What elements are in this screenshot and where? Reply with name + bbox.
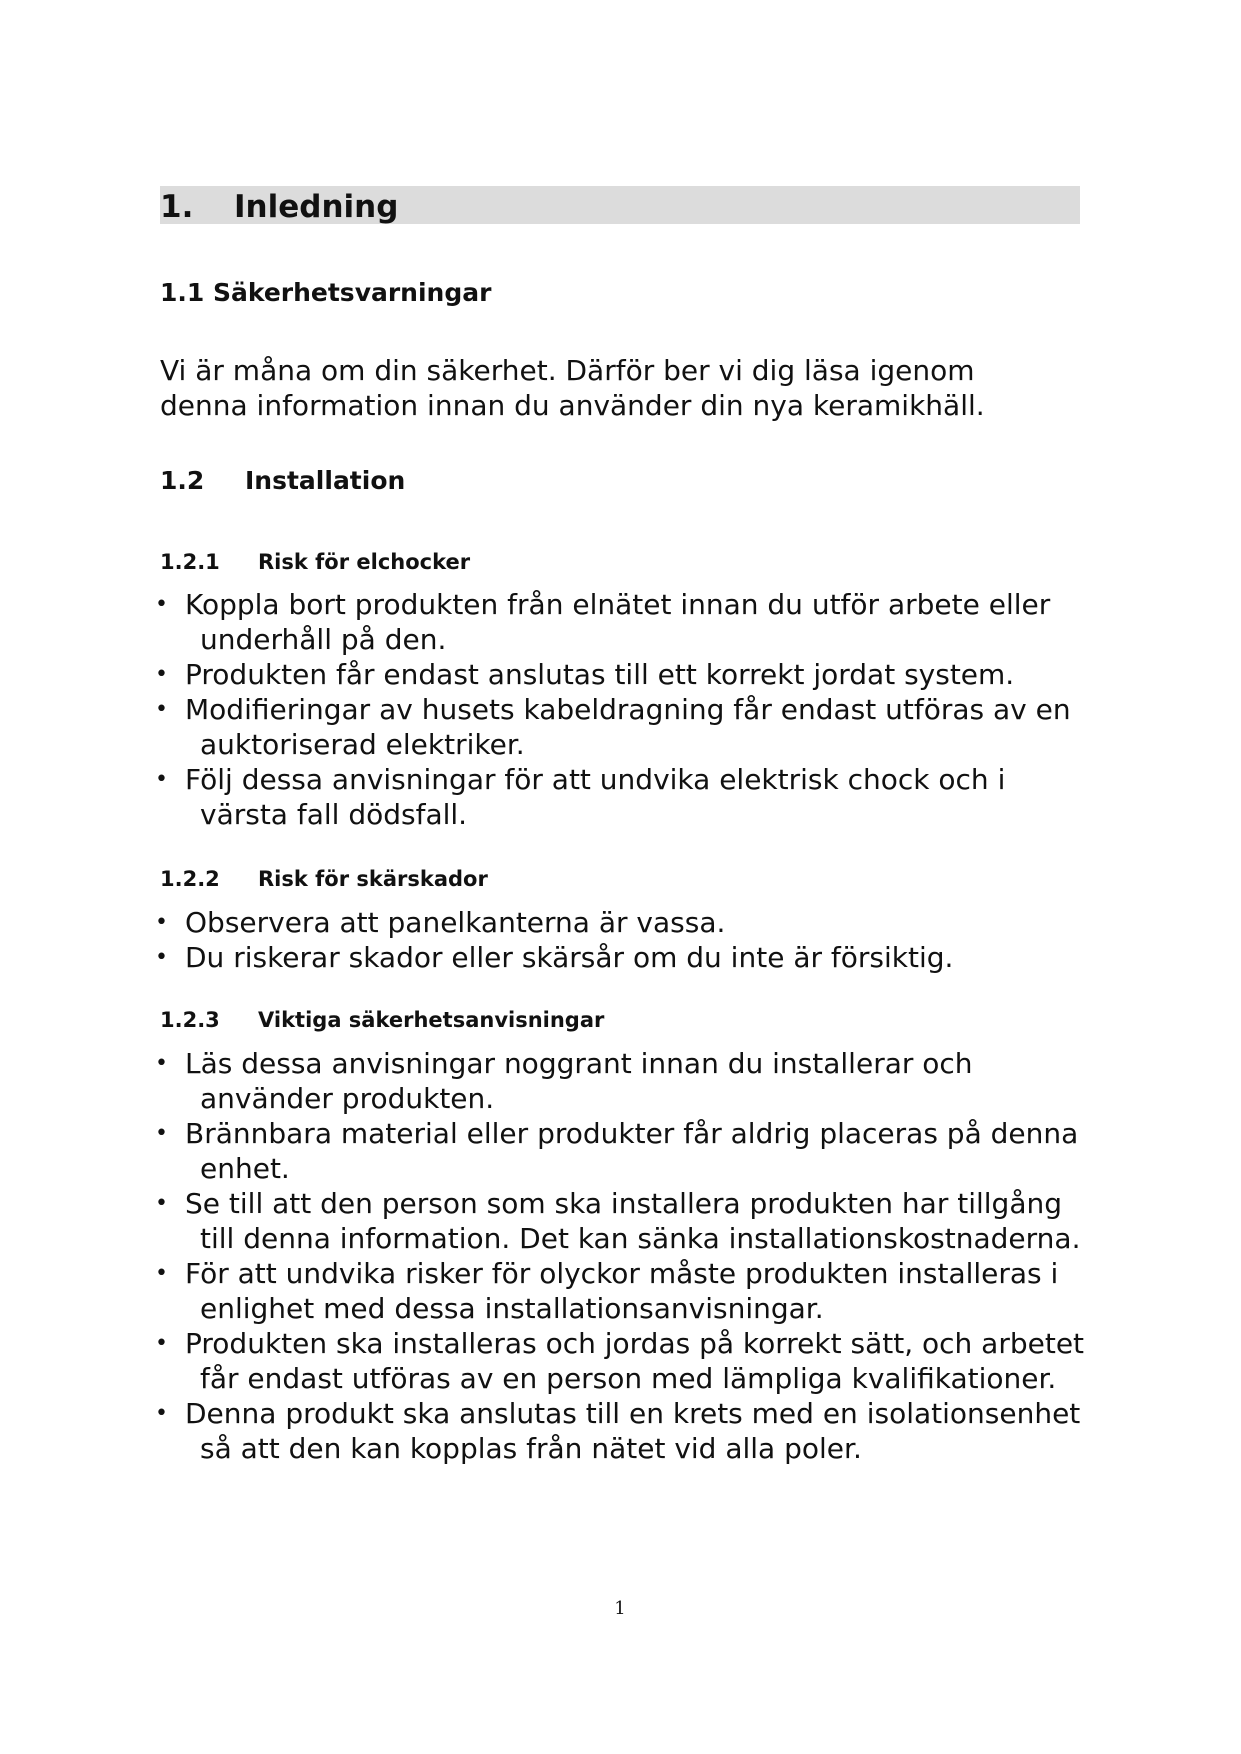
section-1-2-1-title: Risk för elchocker	[258, 550, 471, 574]
section-1-1-title: 1.1 Säkerhetsvarningar	[160, 278, 492, 307]
section-1-2-1-number: 1.2.1	[160, 550, 220, 574]
heading-1-number: 1.	[160, 189, 194, 225]
page-number: 1	[614, 1598, 626, 1619]
list-sakerhetsanvisningar	[150, 1046, 1090, 1466]
list-item: • Denna produkt ska anslutas till en krets med en isolationsenhet så att den kan kopplas från nätet vid alla poler.	[155, 1397, 1081, 1465]
bullet: •	[155, 1191, 168, 1216]
section-1-2-3-number: 1.2.3	[160, 1008, 220, 1032]
section-1-2-3-title: Viktiga säkerhetsanvisningar	[258, 1008, 605, 1032]
bullet: •	[155, 1051, 168, 1076]
heading-1-title: Inledning	[234, 189, 399, 225]
bullet: •	[155, 1331, 168, 1356]
list-item: • Produkten ska installeras och jordas på korrekt sätt, och arbetet får endast utföras av en person med lämpliga kvalifikationer.	[155, 1327, 1085, 1395]
list-item: • Modifieringar av husets kabeldragning får endast utföras av en auktoriserad elektriker.	[155, 693, 1071, 761]
bullet: •	[155, 662, 168, 687]
list-item: • För att undvika risker för olyckor måste produkten installeras i enlighet med dessa installationsanvisningar.	[155, 1257, 1059, 1325]
section-1-2-2-title: Risk för skärskador	[258, 867, 488, 891]
list-item: • Observera att panelkanterna är vassa.	[155, 906, 726, 939]
bullet: •	[155, 1261, 168, 1286]
list-item: • Brännbara material eller produkter får aldrig placeras på denna enhet.	[155, 1117, 1079, 1185]
list-item: • Följ dessa anvisningar för att undvika elektrisk chock och i värsta fall dödsfall.	[155, 763, 1006, 831]
intro-line-1: Vi är måna om din säkerhet. Därför ber vi dig läsa igenom	[160, 354, 975, 387]
section-1-2-2-number: 1.2.2	[160, 867, 220, 891]
list-item: • Läs dessa anvisningar noggrant innan du installerar och använder produkten.	[155, 1047, 973, 1115]
bullet: •	[155, 697, 168, 722]
bullet: •	[155, 1401, 168, 1426]
intro-paragraph	[160, 353, 1090, 423]
list-item: • Produkten får endast anslutas till ett korrekt jordat system.	[155, 658, 1015, 691]
section-1-2-number: 1.2	[160, 466, 205, 495]
bullet: •	[155, 1121, 168, 1146]
bullet: •	[155, 592, 168, 617]
list-item: • Koppla bort produkten från elnätet innan du utför arbete eller underhåll på den.	[155, 588, 1051, 656]
bullet: •	[155, 945, 168, 970]
section-1-2-title: Installation	[245, 466, 406, 495]
bullet: •	[155, 767, 168, 792]
intro-line-2: denna information innan du använder din nya keramikhäll.	[160, 389, 985, 422]
list-item: • Du riskerar skador eller skärsår om du inte är försiktig.	[155, 941, 954, 974]
list-item: • Se till att den person som ska installera produkten har tillgång till denna information. Det kan sänka installationskostnaderna.	[155, 1187, 1081, 1255]
bullet: •	[155, 910, 168, 935]
list-skarskador	[150, 905, 1090, 975]
list-elchocker	[150, 587, 1090, 832]
